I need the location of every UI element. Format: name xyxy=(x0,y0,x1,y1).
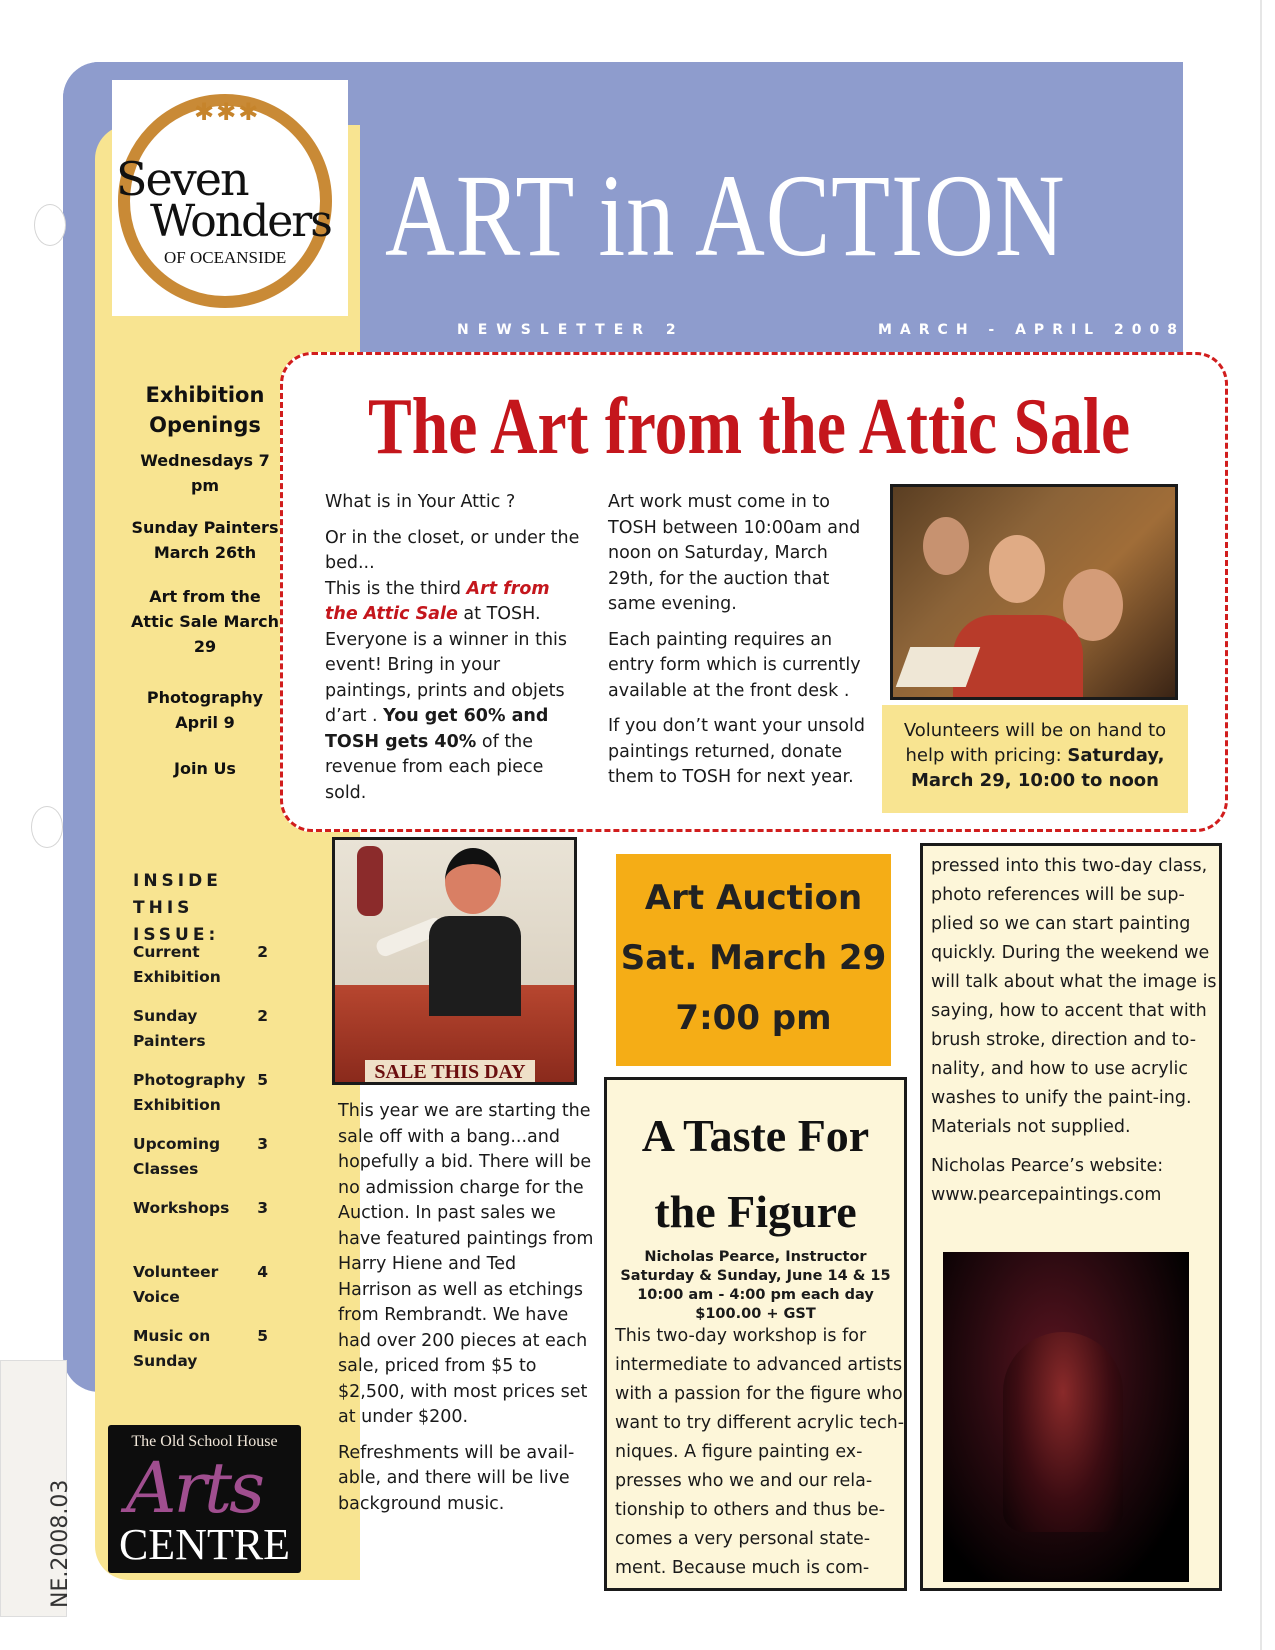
taste-for-figure-box xyxy=(604,1077,907,1591)
workshop-continued xyxy=(931,852,1217,1220)
toc-page: 5 xyxy=(257,1327,268,1345)
figurine xyxy=(357,846,383,916)
seven-wonders-logo xyxy=(112,80,348,316)
taste-title xyxy=(607,1098,904,1250)
sale-paragraph: This year we are starting the sale off with a bang...and hopefully a bid. There will be no admission charge for the Auction. In past sales we have featured paintings from Harry Hiene and Ted Harrison as well as etchings from Rembrandt. We have had over 200 pieces at each sale, priced from $5 to $2,500, with most prices set at under $200. xyxy=(338,1101,594,1427)
opening-item: Wednesdays 7 pm xyxy=(140,451,270,495)
attic-paragraph: What is in Your Attic ? xyxy=(325,492,516,512)
workshop-hours: 10:00 am - 4:00 pm each day xyxy=(637,1287,874,1303)
attic-paragraph xyxy=(325,577,583,807)
taste-title-line: the Figure xyxy=(654,1186,857,1237)
website-line: Nicholas Pearce’s website: www.pearcepaintings.com xyxy=(931,1156,1164,1205)
toc-label: Photography Exhibition xyxy=(133,1071,246,1114)
split-terms: You get 60% and TOSH gets 40% xyxy=(325,706,549,752)
continued-paragraph: pressed into this two-day class, photo references will be sup-plied so we can start painting quickly. During the weekend we will talk about what the image is saying, how to accent that with brush stroke, direction and to-nality, and how to use acrylic washes to unify the paint-ing. Materials not supplied. xyxy=(931,856,1217,1137)
art-auction-box xyxy=(616,854,891,1066)
toc-page: 2 xyxy=(257,943,268,961)
exhibition-openings-heading: Exhibition Openings xyxy=(145,383,265,437)
auction-date: Sat. March 29 xyxy=(620,938,887,978)
osh-logo-centre: CENTRE xyxy=(118,1520,291,1569)
workshop-price: $100.00 + GST xyxy=(695,1306,816,1322)
opening-item: Art from the Attic Sale March 29 xyxy=(131,587,279,656)
figure-shoulder xyxy=(1003,1332,1123,1532)
event-name: Art from the Attic Sale xyxy=(325,578,550,624)
auctioneer-illustration xyxy=(332,837,577,1085)
toc-page: 5 xyxy=(257,1071,268,1089)
toc-page: 3 xyxy=(257,1135,268,1153)
attic-column-1 xyxy=(325,490,583,816)
newsletter-issue: NEWSLETTER 2 xyxy=(457,322,685,338)
opening-item: Photography April 9 xyxy=(146,688,264,732)
opening-item: Sunday Painters March 26th xyxy=(131,518,279,562)
instructor: Nicholas Pearce, Instructor xyxy=(644,1249,867,1265)
workshop-info xyxy=(607,1248,904,1324)
attic-paragraph: Each painting requires an entry form which is currently available at the front desk . xyxy=(608,629,861,701)
toc-label: Sunday Painters xyxy=(133,1007,206,1050)
auction-title: Art Auction xyxy=(644,878,863,918)
osh-logo-arts: Arts xyxy=(126,1447,263,1529)
punch-hole xyxy=(31,806,63,848)
caption-date: Saturday, March 29, 10:00 to noon xyxy=(910,745,1165,791)
logo-text-oceanside: OF OCEANSIDE xyxy=(164,248,287,267)
archive-number: NE.2008.03 xyxy=(48,1479,73,1608)
caption-text: Volunteers will be on hand to help with pricing: xyxy=(903,720,1167,766)
attic-column-2 xyxy=(608,490,870,801)
toc-label: Upcoming Classes xyxy=(133,1135,221,1178)
attic-paragraph: If you don’t want your unsold paintings returned, donate them to TOSH for next year. xyxy=(608,716,865,787)
text-run: This is the third xyxy=(325,578,467,599)
osh-logo-top: The Old School House xyxy=(131,1433,278,1450)
logo-stars: ✱✱✱ xyxy=(194,98,261,126)
auction-time: 7:00 pm xyxy=(675,998,832,1038)
arts-centre-logo xyxy=(108,1425,301,1573)
newsletter-title: ART in ACTION xyxy=(385,150,1066,281)
toc-page: 4 xyxy=(257,1263,268,1281)
logo-text-seven: Seven xyxy=(116,152,248,206)
figure-painting-image xyxy=(943,1252,1189,1582)
volunteers-caption xyxy=(882,705,1188,813)
volunteers-photo xyxy=(890,484,1178,700)
taste-title-line: A Taste For xyxy=(641,1110,870,1161)
text-run: of the revenue from each piece sold. xyxy=(325,731,544,803)
toc-page: 2 xyxy=(257,1007,268,1025)
head xyxy=(445,848,501,914)
sale-sign: SALE THIS DAY xyxy=(365,1060,535,1084)
figure-continued-box xyxy=(920,843,1222,1591)
inside-this-issue-heading: INSIDE THIS ISSUE: xyxy=(133,871,222,945)
toc-page: 3 xyxy=(257,1199,268,1217)
sale-column xyxy=(338,1099,594,1527)
attic-paragraph: Or in the closet, or under the bed... xyxy=(325,527,580,573)
toc-label: Workshops xyxy=(133,1199,230,1217)
toc-label: Music on Sunday xyxy=(133,1327,211,1370)
logo-text-wonders: Wonders xyxy=(150,196,331,247)
newsletter-date: MARCH - APRIL 2008 xyxy=(878,322,1185,338)
photo-person xyxy=(989,535,1045,603)
workshop-dates: Saturday & Sunday, June 14 & 15 xyxy=(620,1268,891,1284)
vest xyxy=(429,916,521,1016)
sale-paragraph: Refreshments will be avail-able, and there will be live background music. xyxy=(338,1442,575,1514)
attic-sale-title: The Art from the Attic Sale xyxy=(368,383,1131,471)
punch-hole xyxy=(34,204,66,246)
toc-label: Volunteer Voice xyxy=(133,1263,219,1306)
attic-paragraph: Art work must come in to TOSH between 10:00am and noon on Saturday, March 29th, for the auction that same evening. xyxy=(608,492,861,614)
photo-paper xyxy=(896,647,981,687)
opening-item: Join Us xyxy=(174,759,236,778)
toc-label: Current Exhibition xyxy=(133,943,221,986)
photo-person xyxy=(923,517,969,575)
text-run: at TOSH. Everyone is a winner in this event! Bring in your paintings, prints and objets d’art . xyxy=(325,604,568,726)
workshop-description: This two-day workshop is for intermediate to advanced artists with a passion for the figure who want to try different acrylic tech-niques. A figure painting ex-presses who we and our rela-tionship to others and thus be-comes a very personal state-ment. Because much is com- xyxy=(615,1326,905,1578)
